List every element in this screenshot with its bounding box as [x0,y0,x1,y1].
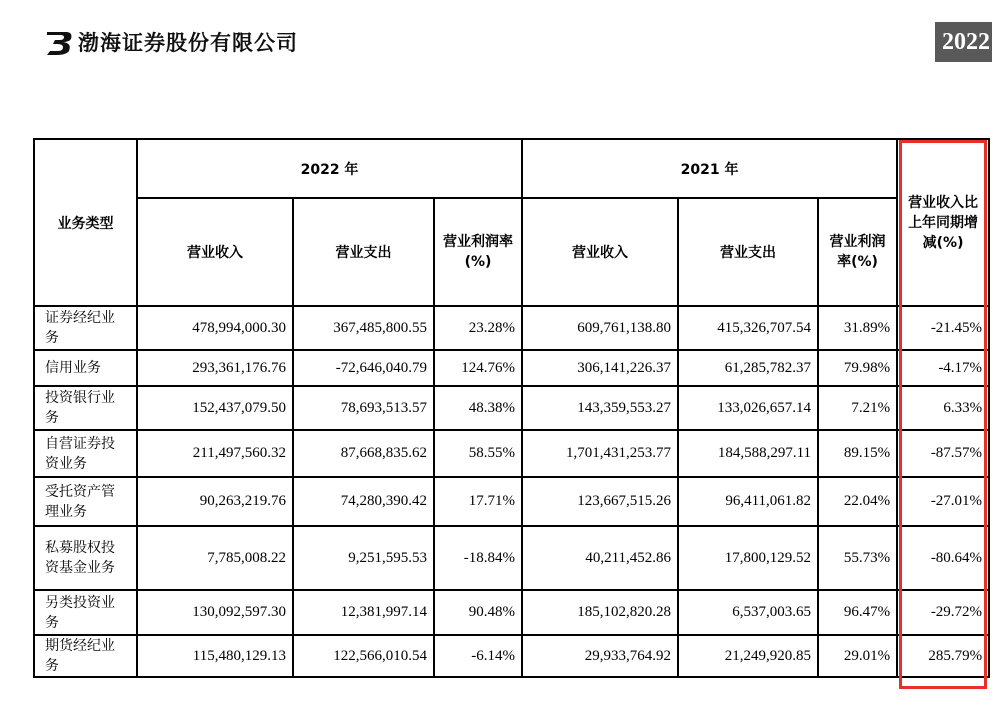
margin-2021-cell: 7.21% [818,386,897,430]
document-header [44,22,298,62]
margin-2022-cell: 124.76% [434,350,522,386]
header-revenue-2021: 营业收入 [522,198,678,306]
header-year-2022: 2022 年 [137,139,522,198]
revenue-yoy-cell: -80.64% [897,526,989,590]
company-name: 渤海证券股份有限公司 [78,30,298,55]
bohai-logo-icon [44,27,74,57]
business-type-cell: 投资银行业务 [34,386,137,430]
revenue-2021-cell: 1,701,431,253.77 [522,430,678,477]
revenue-2022-cell: 152,437,079.50 [137,386,293,430]
business-type-cell: 受托资产管理业务 [34,477,137,526]
revenue-2022-cell: 130,092,597.30 [137,590,293,635]
table-row [34,306,989,350]
business-type-cell: 期货经纪业务 [34,635,137,677]
revenue-2022-cell: 7,785,008.22 [137,526,293,590]
header-year-2021: 2021 年 [522,139,897,198]
expense-2022-cell: 122,566,010.54 [293,635,434,677]
margin-2021-cell: 89.15% [818,430,897,477]
table-row [34,386,989,430]
table-row [34,590,989,635]
table-row [34,635,989,677]
table-row [34,477,989,526]
business-type-cell: 自营证券投资业务 [34,430,137,477]
revenue-2022-cell: 478,994,000.30 [137,306,293,350]
revenue-2021-cell: 609,761,138.80 [522,306,678,350]
business-type-cell: 另类投资业务 [34,590,137,635]
year-badge: 2022 [935,22,992,62]
revenue-2021-cell: 143,359,553.27 [522,386,678,430]
expense-2021-cell: 184,588,297.11 [678,430,818,477]
revenue-2022-cell: 90,263,219.76 [137,477,293,526]
business-type-cell: 证券经纪业务 [34,306,137,350]
table-row [34,430,989,477]
revenue-yoy-cell: 285.79% [897,635,989,677]
business-type-cell: 私募股权投资基金业务 [34,526,137,590]
revenue-2022-cell: 115,480,129.13 [137,635,293,677]
expense-2021-cell: 133,026,657.14 [678,386,818,430]
header-expense-2021: 营业支出 [678,198,818,306]
revenue-yoy-cell: -4.17% [897,350,989,386]
header-expense-2022: 营业支出 [293,198,434,306]
revenue-2021-cell: 123,667,515.26 [522,477,678,526]
margin-2022-cell: -6.14% [434,635,522,677]
expense-2022-cell: 9,251,595.53 [293,526,434,590]
revenue-2022-cell: 293,361,176.76 [137,350,293,386]
revenue-yoy-cell: -27.01% [897,477,989,526]
margin-2022-cell: 90.48% [434,590,522,635]
expense-2021-cell: 61,285,782.37 [678,350,818,386]
header-margin-2022: 营业利润率(%) [434,198,522,306]
expense-2021-cell: 96,411,061.82 [678,477,818,526]
margin-2021-cell: 22.04% [818,477,897,526]
revenue-2021-cell: 306,141,226.37 [522,350,678,386]
header-business-type: 业务类型 [34,139,137,306]
margin-2022-cell: 48.38% [434,386,522,430]
margin-2021-cell: 31.89% [818,306,897,350]
expense-2022-cell: 87,668,835.62 [293,430,434,477]
revenue-2021-cell: 29,933,764.92 [522,635,678,677]
margin-2022-cell: 23.28% [434,306,522,350]
revenue-yoy-cell: -87.57% [897,430,989,477]
business-segment-table [33,138,990,678]
header-revenue-2022: 营业收入 [137,198,293,306]
margin-2022-cell: -18.84% [434,526,522,590]
revenue-2022-cell: 211,497,560.32 [137,430,293,477]
header-revenue-yoy: 营业收入比上年同期增减(%) [897,139,989,306]
margin-2021-cell: 29.01% [818,635,897,677]
expense-2021-cell: 21,249,920.85 [678,635,818,677]
revenue-2021-cell: 185,102,820.28 [522,590,678,635]
table-row [34,526,989,590]
table-row [34,350,989,386]
expense-2022-cell: 367,485,800.55 [293,306,434,350]
margin-2021-cell: 96.47% [818,590,897,635]
expense-2022-cell: 74,280,390.42 [293,477,434,526]
expense-2022-cell: -72,646,040.79 [293,350,434,386]
business-type-cell: 信用业务 [34,350,137,386]
revenue-yoy-cell: -21.45% [897,306,989,350]
revenue-yoy-cell: 6.33% [897,386,989,430]
expense-2021-cell: 6,537,003.65 [678,590,818,635]
margin-2022-cell: 17.71% [434,477,522,526]
margin-2022-cell: 58.55% [434,430,522,477]
expense-2022-cell: 78,693,513.57 [293,386,434,430]
margin-2021-cell: 55.73% [818,526,897,590]
header-margin-2021: 营业利润率(%) [818,198,897,306]
revenue-2021-cell: 40,211,452.86 [522,526,678,590]
revenue-yoy-cell: -29.72% [897,590,989,635]
margin-2021-cell: 79.98% [818,350,897,386]
expense-2021-cell: 17,800,129.52 [678,526,818,590]
expense-2022-cell: 12,381,997.14 [293,590,434,635]
expense-2021-cell: 415,326,707.54 [678,306,818,350]
